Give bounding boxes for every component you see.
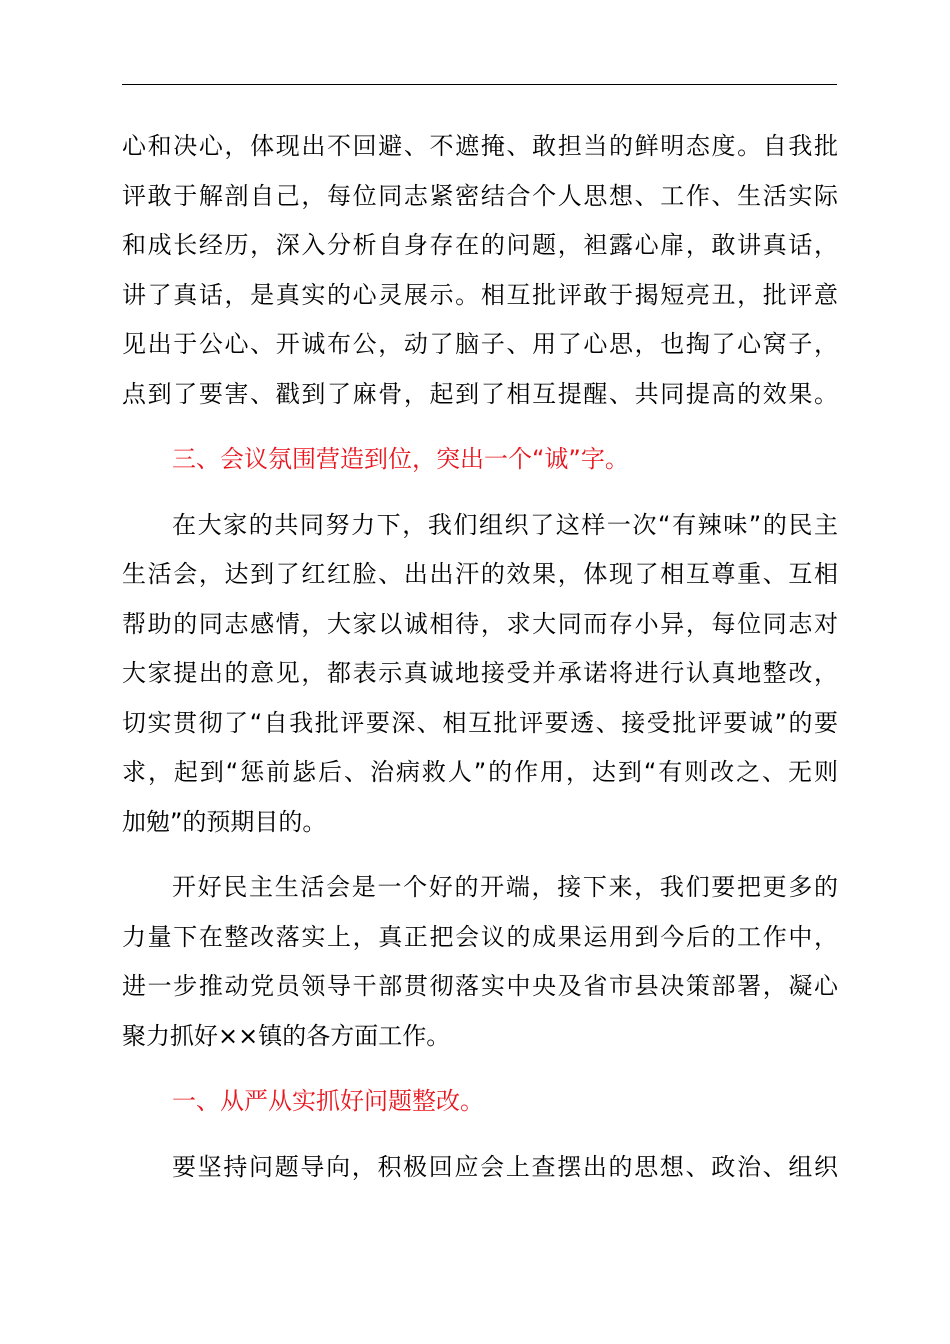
- section-heading: [122, 435, 838, 485]
- text-line: 力量下在整改落实上，真正把会议的成果运用到今后的工作中，: [122, 922, 838, 951]
- text-line: 和成长经历，深入分析自身存在的问题，袒露心扉，敢讲真话，: [122, 231, 838, 259]
- text-line: 进一步推动党员领导干部贯彻落实中央及省市县决策部署，凝心: [122, 972, 838, 1000]
- text-line: 求，起到“惩前毖后、治病救人”的作用，达到“有则改之、无则: [122, 758, 838, 786]
- text-line: 聚力抓好××镇的各方面工作。: [122, 1021, 451, 1050]
- section-heading-text: 一、从严从实抓好问题整改。: [172, 1087, 484, 1115]
- paragraph: [122, 1143, 838, 1193]
- header-rule: [122, 84, 837, 85]
- text-line: 要坚持问题导向，积极回应会上查摆出的思想、政治、组织: [172, 1152, 838, 1181]
- text-line: 讲了真话，是真实的心灵展示。相互批评敢于揭短亮丑，批评意: [122, 280, 838, 309]
- paragraph: [122, 122, 838, 419]
- text-line: 开好民主生活会是一个好的开端，接下来，我们要把更多的: [172, 873, 838, 901]
- text-line: 大家提出的意见，都表示真诚地接受并承诺将进行认真地整改，: [122, 659, 838, 687]
- text-line: 帮助的同志感情，大家以诚相待，求大同而存小异，每位同志对: [122, 609, 838, 638]
- text-line: 在大家的共同努力下，我们组织了这样一次“有辣味”的民主: [172, 510, 838, 539]
- text-line: 加勉”的预期目的。: [122, 807, 327, 836]
- document-body: [122, 122, 838, 1192]
- section-heading-text: 三、会议氛围营造到位，突出一个“诚”字。: [172, 445, 629, 473]
- text-line: 点到了要害、戳到了麻骨，起到了相互提醒、共同提高的效果。: [122, 379, 838, 408]
- paragraph: [122, 863, 838, 1061]
- section-heading: [122, 1077, 838, 1127]
- text-line: 评敢于解剖自己，每位同志紧密结合个人思想、工作、生活实际: [122, 181, 838, 210]
- text-line: 心和决心，体现出不回避、不遮掩、敢担当的鲜明态度。自我批: [122, 132, 838, 160]
- paragraph: [122, 501, 838, 848]
- text-line: 见出于公心、开诚布公，动了脑子、用了心思，也掏了心窝子，: [122, 330, 838, 358]
- text-line: 生活会，达到了红红脸、出出汗的效果，体现了相互尊重、互相: [122, 560, 838, 588]
- text-line: 切实贯彻了“自我批评要深、相互批评要透、接受批评要诚”的要: [122, 708, 838, 737]
